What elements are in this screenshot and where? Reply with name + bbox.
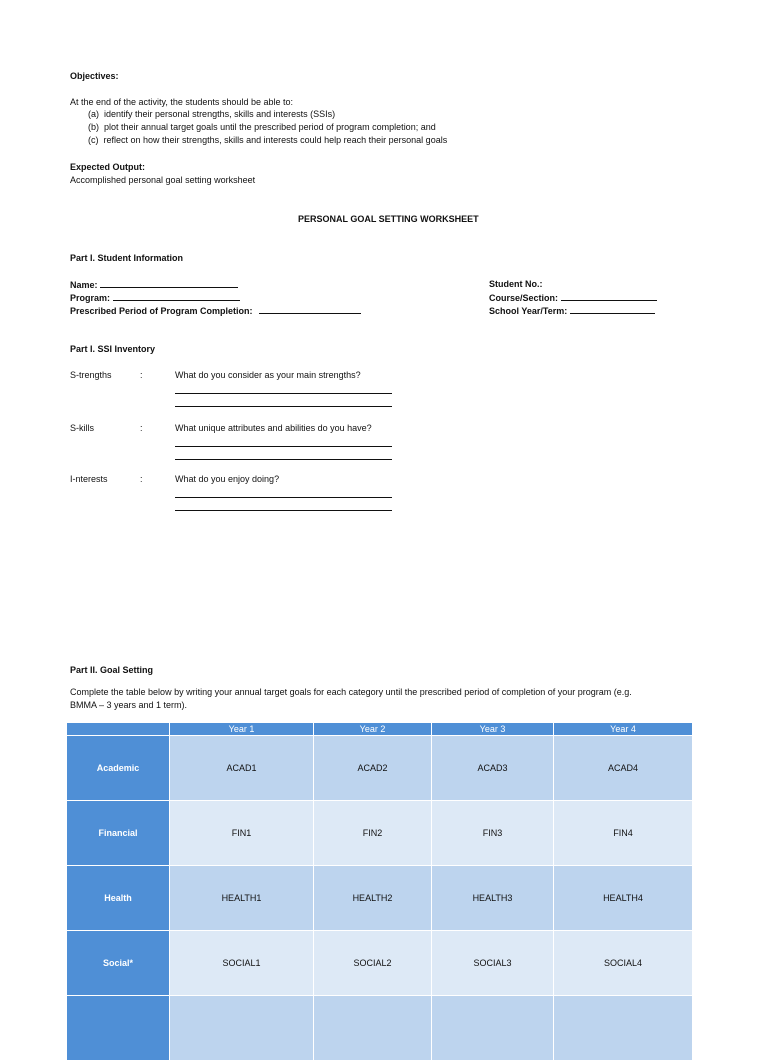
- prescribed-period-label: Prescribed Period of Program Completion:: [70, 306, 253, 316]
- worksheet-title: PERSONAL GOAL SETTING WORKSHEET: [298, 214, 479, 224]
- strengths-answer-line[interactable]: [175, 406, 392, 407]
- program-label: Program:: [70, 293, 111, 303]
- goal-cell[interactable]: FIN2: [314, 801, 432, 866]
- table-row: [67, 801, 693, 866]
- goal-cell[interactable]: HEALTH3: [432, 866, 554, 931]
- goal-cell[interactable]: ACAD4: [554, 736, 693, 801]
- row-header-academic: Academic: [67, 736, 170, 801]
- goal-setting-table: [66, 722, 693, 1061]
- objective-item-a: [88, 108, 335, 121]
- goal-cell[interactable]: HEALTH2: [314, 866, 432, 931]
- goal-cell[interactable]: HEALTH4: [554, 866, 693, 931]
- part2-heading: Part II. Goal Setting: [70, 665, 154, 675]
- course-section-field[interactable]: [489, 291, 657, 305]
- part2-instructions-line1: Complete the table below by writing your annual target goals for each category until the prescribed period of completion of your program (e.g.: [70, 687, 632, 697]
- row-header-financial: Financial: [67, 801, 170, 866]
- ssi-colon: :: [140, 474, 143, 484]
- table-row: [67, 866, 693, 931]
- school-year-blank[interactable]: [570, 304, 655, 314]
- objectives-heading: Objectives:: [70, 71, 119, 81]
- table-row: [67, 996, 693, 1061]
- part2-instructions-line2: BMMA – 3 years and 1 term).: [70, 700, 188, 710]
- ssi-question-strengths: What do you consider as your main strengths?: [175, 370, 361, 380]
- goal-cell[interactable]: [554, 996, 693, 1061]
- column-header-year-1: Year 1: [170, 723, 314, 736]
- column-header-category: [67, 723, 170, 736]
- table-row: [67, 736, 693, 801]
- ssi-label-interests: I-nterests: [70, 474, 108, 484]
- ssi-colon: :: [140, 423, 143, 433]
- ssi-label-skills: S-kills: [70, 423, 94, 433]
- prescribed-period-blank[interactable]: [259, 304, 361, 314]
- goal-cell[interactable]: SOCIAL2: [314, 931, 432, 996]
- table-row: [67, 931, 693, 996]
- goal-cell[interactable]: SOCIAL3: [432, 931, 554, 996]
- objectives-intro: At the end of the activity, the students should be able to:: [70, 97, 293, 107]
- goal-cell[interactable]: SOCIAL1: [170, 931, 314, 996]
- row-header-health: Health: [67, 866, 170, 931]
- course-section-blank[interactable]: [561, 291, 657, 301]
- goal-cell[interactable]: FIN4: [554, 801, 693, 866]
- objective-marker: (a): [88, 109, 99, 119]
- goal-cell[interactable]: [314, 996, 432, 1061]
- objective-text: identify their personal strengths, skills and interests (SSIs): [104, 109, 336, 119]
- objective-marker: (c): [88, 135, 99, 145]
- goal-cell[interactable]: ACAD3: [432, 736, 554, 801]
- column-header-year-2: Year 2: [314, 723, 432, 736]
- goal-cell[interactable]: ACAD2: [314, 736, 432, 801]
- goal-cell[interactable]: FIN3: [432, 801, 554, 866]
- goal-cell[interactable]: [170, 996, 314, 1061]
- objective-item-b: [88, 121, 436, 134]
- column-header-year-3: Year 3: [432, 723, 554, 736]
- objective-text: plot their annual target goals until the prescribed period of program completion; and: [104, 122, 436, 132]
- name-blank[interactable]: [100, 278, 238, 288]
- school-year-label: School Year/Term:: [489, 306, 568, 316]
- objective-marker: (b): [88, 122, 99, 132]
- program-blank[interactable]: [113, 291, 240, 301]
- table-header-row: [67, 723, 693, 736]
- column-header-year-4: Year 4: [554, 723, 693, 736]
- student-no-field[interactable]: [489, 278, 543, 291]
- goal-cell[interactable]: SOCIAL4: [554, 931, 693, 996]
- ssi-label-strengths: S-trengths: [70, 370, 112, 380]
- course-section-label: Course/Section:: [489, 293, 559, 303]
- goal-cell[interactable]: ACAD1: [170, 736, 314, 801]
- goal-cell[interactable]: FIN1: [170, 801, 314, 866]
- ssi-question-interests: What do you enjoy doing?: [175, 474, 280, 484]
- interests-answer-line[interactable]: [175, 497, 392, 498]
- goal-cell[interactable]: HEALTH1: [170, 866, 314, 931]
- prescribed-period-field[interactable]: [70, 304, 361, 318]
- expected-output-text: Accomplished personal goal setting worksheet: [70, 175, 256, 185]
- objective-text: reflect on how their strengths, skills and interests could help reach their personal goals: [103, 135, 448, 145]
- ssi-colon: :: [140, 370, 143, 380]
- skills-answer-line[interactable]: [175, 459, 392, 460]
- ssi-question-skills: What unique attributes and abilities do you have?: [175, 423, 372, 433]
- goal-cell[interactable]: [432, 996, 554, 1061]
- school-year-field[interactable]: [489, 304, 655, 318]
- expected-output-heading: Expected Output:: [70, 162, 146, 172]
- interests-answer-line[interactable]: [175, 510, 392, 511]
- row-header-empty: [67, 996, 170, 1061]
- ssi-heading: Part I. SSI Inventory: [70, 344, 156, 354]
- strengths-answer-line[interactable]: [175, 393, 392, 394]
- name-field[interactable]: [70, 278, 238, 292]
- part1-heading: Part I. Student Information: [70, 253, 184, 263]
- student-no-label: Student No.:: [489, 279, 543, 289]
- name-label: Name:: [70, 280, 98, 290]
- program-field[interactable]: [70, 291, 240, 305]
- skills-answer-line[interactable]: [175, 446, 392, 447]
- objective-item-c: [88, 134, 447, 147]
- row-header-social: Social*: [67, 931, 170, 996]
